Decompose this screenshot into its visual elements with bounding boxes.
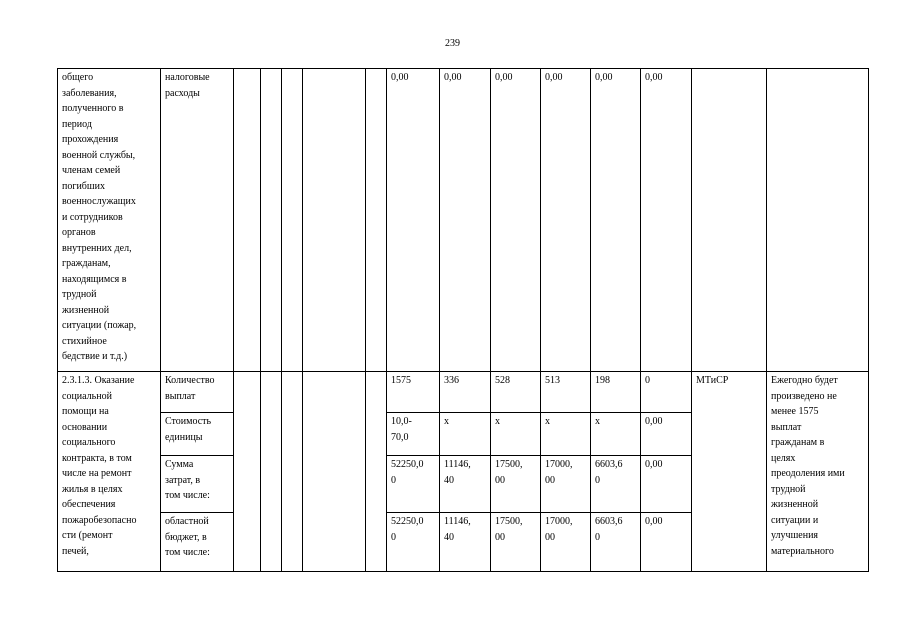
table-row [58,372,869,413]
value-cell: 0 [641,372,692,413]
result-cell: Ежегодно будет произведено не менее 1575 выплат гражданам в целях преодоления ими трудной жизненной ситуации и улучшения материального [767,372,869,572]
executor-cell [692,69,767,372]
value-cell: 52250,0 0 [387,513,440,572]
value-cell: 17000, 00 [541,456,591,513]
indicator-name: областной бюджет, в том числе: [161,513,234,572]
indicator-name: Сумма затрат, в том числе: [161,456,234,513]
empty-cell [234,372,261,572]
executor-cell: МТиСР [692,372,767,572]
value-cell: 10,0- 70,0 [387,413,440,456]
empty-cell [303,372,366,572]
empty-cell [366,69,387,372]
value-cell: 6603,6 0 [591,456,641,513]
value-cell: 0,00 [541,69,591,372]
value-cell: 0,00 [641,456,692,513]
empty-cell [282,372,303,572]
indicator-name: Количество выплат [161,372,234,413]
value-cell: 0,00 [491,69,541,372]
value-cell: 1575 [387,372,440,413]
value-cell: 11146, 40 [440,513,491,572]
page-number: 239 [445,38,460,49]
empty-cell [366,372,387,572]
value-cell: 0,00 [641,513,692,572]
value-cell: 52250,0 0 [387,456,440,513]
indicator-name: Стоимость единицы [161,413,234,456]
value-cell: 0,00 [641,413,692,456]
value-cell: x [541,413,591,456]
program-table [57,68,869,572]
value-cell: 17000, 00 [541,513,591,572]
value-cell: 11146, 40 [440,456,491,513]
value-cell: x [440,413,491,456]
value-cell: 513 [541,372,591,413]
empty-cell [234,69,261,372]
value-cell: 336 [440,372,491,413]
empty-cell [261,372,282,572]
empty-cell [303,69,366,372]
value-cell: 0,00 [641,69,692,372]
indicator-name: налоговые расходы [161,69,234,372]
value-cell: 0,00 [387,69,440,372]
result-cell [767,69,869,372]
empty-cell [282,69,303,372]
value-cell: 17500, 00 [491,513,541,572]
empty-cell [261,69,282,372]
value-cell: 17500, 00 [491,456,541,513]
value-cell: 0,00 [591,69,641,372]
value-cell: 528 [491,372,541,413]
value-cell: 6603,6 0 [591,513,641,572]
value-cell: 198 [591,372,641,413]
value-cell: x [491,413,541,456]
table-row [58,69,869,372]
measure-description: 2.3.1.3. Оказание социальной помощи на основании социального контракта, в том числе на ремонт жилья в целях обеспечения пожаробезопасно сти (ремонт печей, [58,372,161,572]
value-cell: 0,00 [440,69,491,372]
value-cell: x [591,413,641,456]
measure-description: общего заболевания, полученного в период прохождения военной службы, членам семей погибших военнослужащих и сотрудников органов внутренних дел, гражданам, находящимся в трудной жизненной ситуации (пожар, стихийное бедствие и т.д.) [58,69,161,372]
